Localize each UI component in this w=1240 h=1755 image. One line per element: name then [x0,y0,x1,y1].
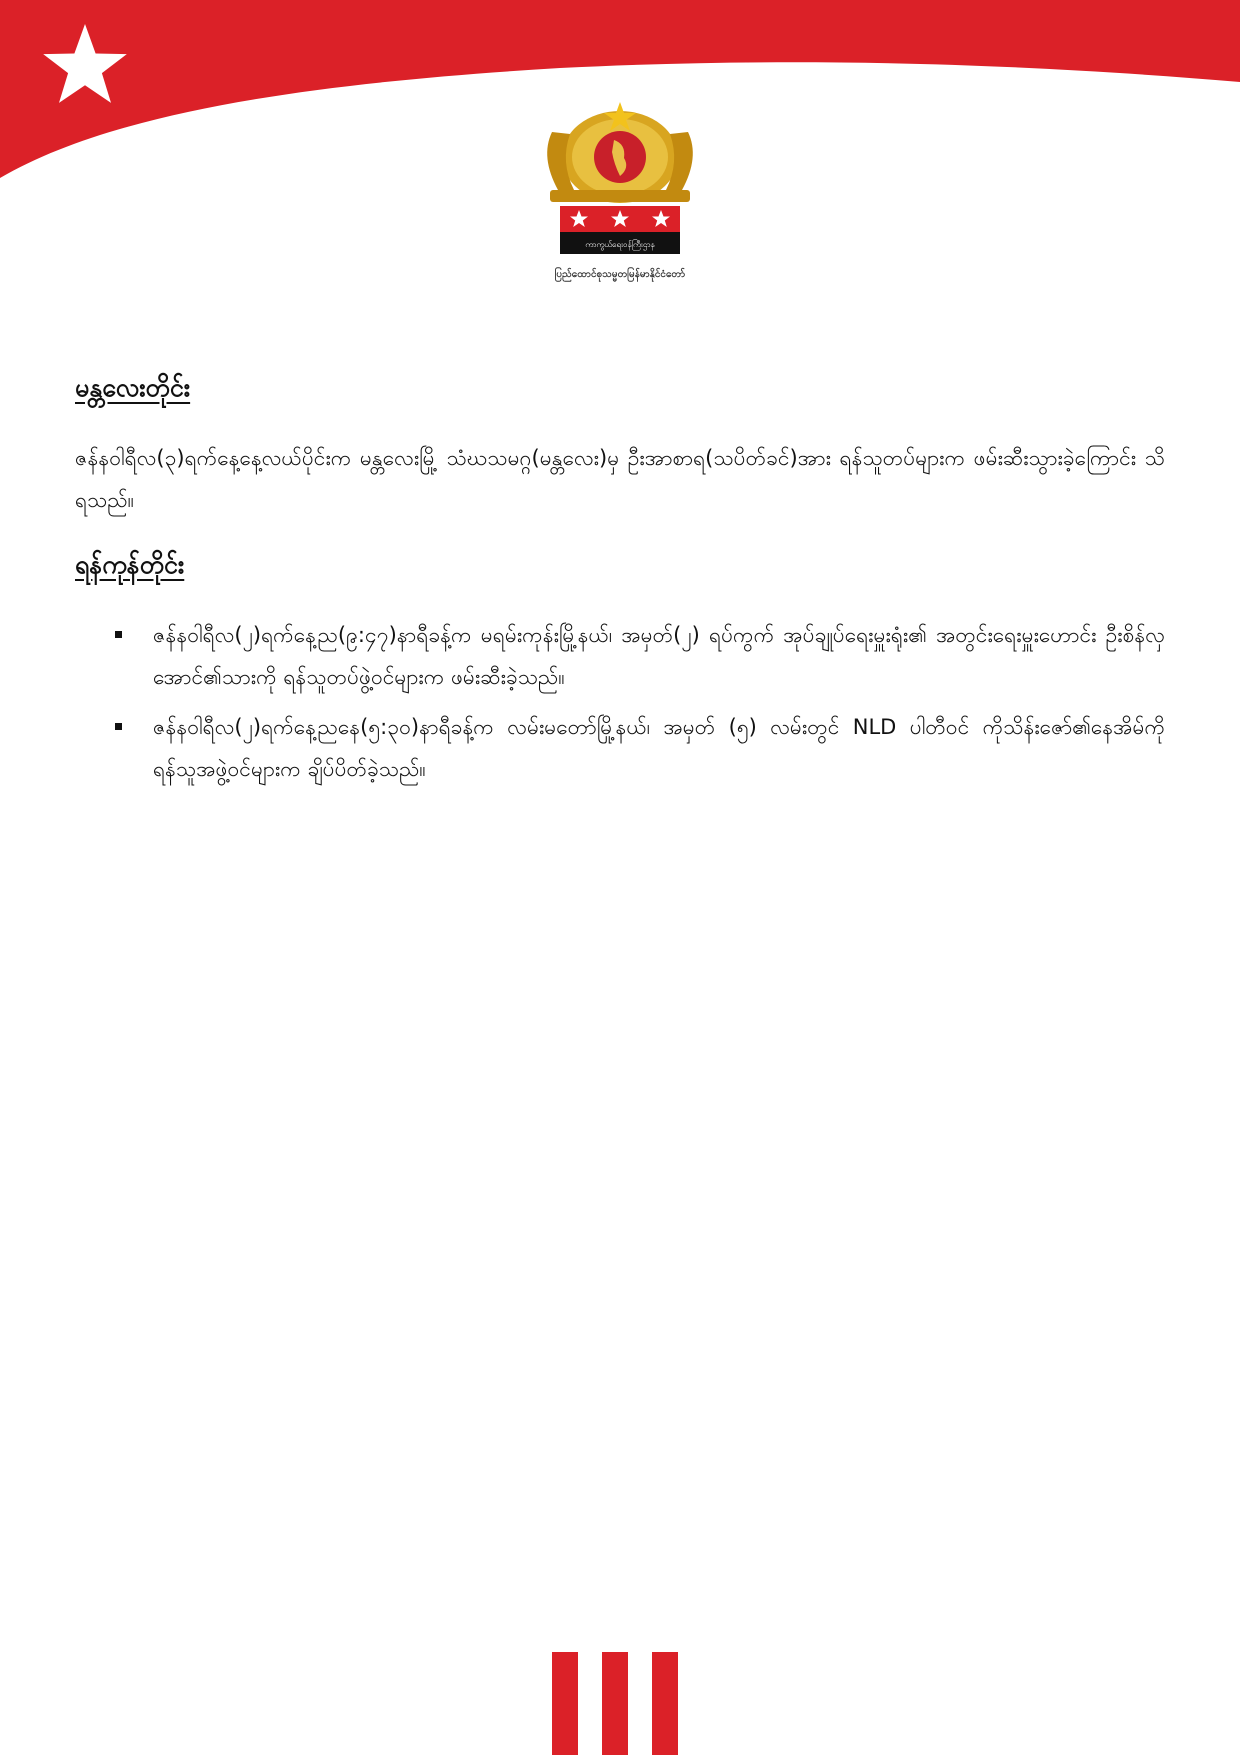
section-title: မန္တလေးတိုင်း [75,373,191,402]
list-item [75,706,1165,790]
section-yangon [75,549,1165,790]
list-item-text: ဇန်နဝါရီလ(၂)ရက်နေ့ညနေ(၅:၃၀)နာရီခန့်က လမ်းမတော်မြို့နယ်၊ အမှတ် (၅) လမ်းတွင် NLD ပါတီဝင် ကိုသိန်းဇော်၏နေအိမ်ကို ရန်သူအဖွဲ့ဝင်များက ချိပ်ပိတ်ခဲ့သည်။ [153,715,1165,781]
footer-bar [602,1652,628,1755]
state-seal-emblem [530,102,710,292]
square-bullet-icon [115,631,122,638]
section-paragraph: ဇန်နဝါရီလ(၃)ရက်နေ့နေ့လယ်ပိုင်းက မန္တလေးမြို့ သံဃသမဂ္ဂ(မန္တလေး)မှ ဦးအာစာရ(သပိတ်ခင်)အား ရန်သူတပ်များက ဖမ်းဆီးသွားခဲ့ကြောင်း သိရသည်။ [75,446,1165,512]
footer-bars [552,1652,678,1755]
incident-list [75,614,1165,790]
footer-bar [652,1652,678,1755]
list-item-text: ဇန်နဝါရီလ(၂)ရက်နေ့ည(၉:၄၇)နာရီခန့်က မရမ်းကုန်းမြို့နယ်၊ အမှတ်(၂) ရပ်ကွက် အုပ်ချုပ်ရေးမှူးရုံး၏ အတွင်းရေးမှူးဟောင်း ဦးစိန်လှအောင်၏သားကို ရန်သူတပ်ဖွဲ့ဝင်များက ဖမ်းဆီးခဲ့သည်။ [153,623,1165,689]
seal-banner-text: ကာကွယ်ရေးဝန်ကြီးဌာန [585,240,655,249]
square-bullet-icon [115,723,122,730]
list-item [75,614,1165,698]
footer-bar [552,1652,578,1755]
section-mandalay [75,372,1165,521]
report-content [75,372,1165,798]
emblem-caption: ပြည်ထောင်စုသမ္မတမြန်မာနိုင်ငံတော် [554,269,686,280]
section-title: ရန်ကုန်တိုင်း [75,550,185,579]
